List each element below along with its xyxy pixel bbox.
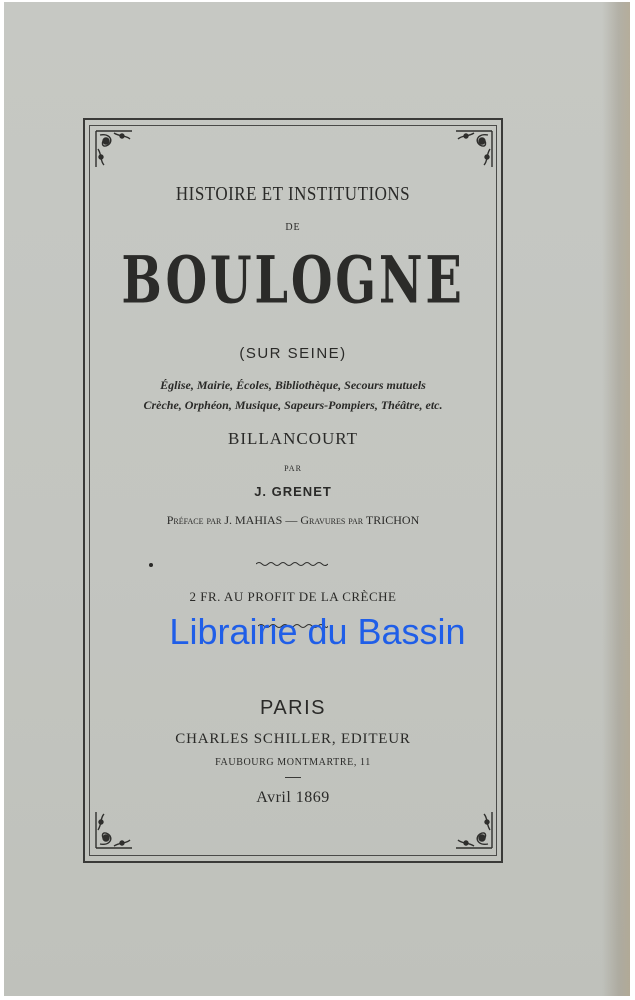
corner-ornament-icon <box>452 127 496 171</box>
by-label: PAR <box>284 464 302 473</box>
title-line-2: DE <box>285 222 301 233</box>
title-line-1: HISTOIRE ET INSTITUTIONS <box>175 182 411 205</box>
publisher: CHARLES SCHILLER, EDITEUR <box>175 731 411 747</box>
main-title: BOULOGNE <box>121 242 465 319</box>
ink-speck <box>149 563 153 567</box>
short-rule <box>285 777 301 778</box>
place-name: BILLANCOURT <box>228 429 358 448</box>
corner-ornament-icon <box>92 808 136 852</box>
date: Avril 1869 <box>256 789 330 806</box>
corner-ornament-icon <box>92 127 136 171</box>
subjects-line-2: Crèche, Orphéon, Musique, Sapeurs-Pompiers, Théâtre, etc. <box>143 398 443 412</box>
watermark-text: Librairie du Bassin <box>169 611 466 652</box>
price-line: 2 FR. AU PROFIT DE LA CRÈCHE <box>189 589 397 604</box>
address: FAUBOURG MONTMARTRE, 11 <box>215 757 371 768</box>
subjects-line-1: Église, Mairie, Écoles, Bibliothèque, Secours mutuels <box>160 378 426 392</box>
page-edge <box>602 2 630 996</box>
city: PARIS <box>259 697 327 719</box>
corner-ornament-icon <box>452 808 496 852</box>
author-name: J. GRENET <box>254 484 332 499</box>
credits-line: Préface par J. MAHIAS — Gravures par TRICHON <box>166 513 420 527</box>
divider-ornament <box>256 561 328 567</box>
subtitle: (SUR SEINE) <box>239 345 347 362</box>
